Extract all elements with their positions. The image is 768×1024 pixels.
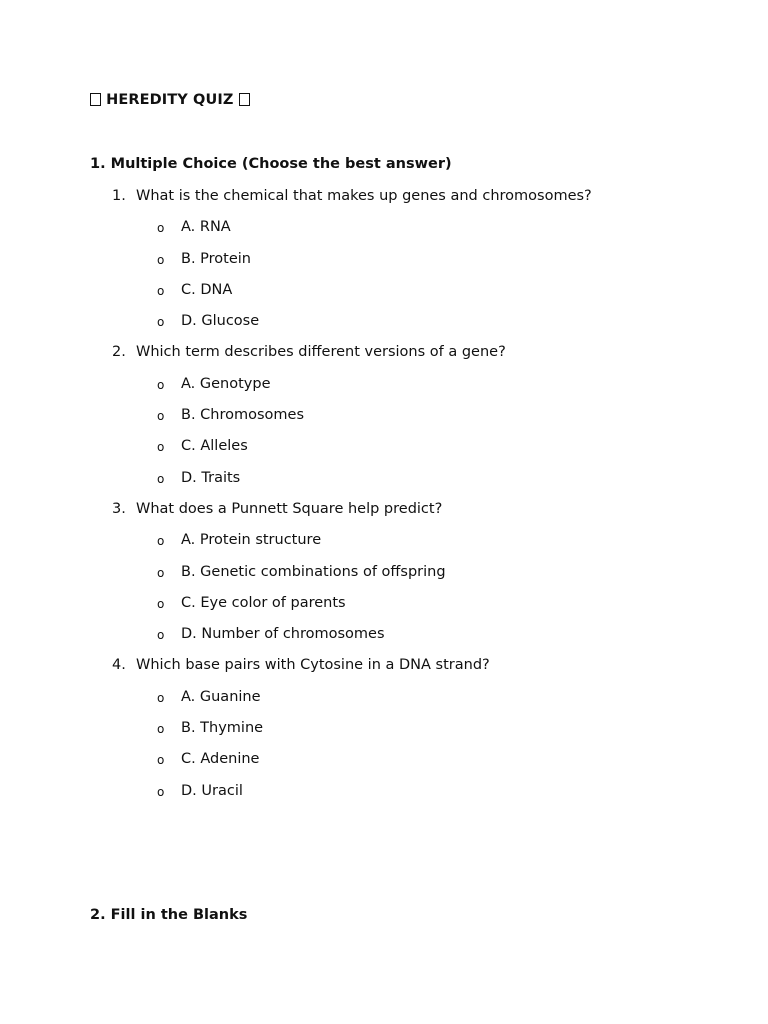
answer-option bbox=[0, 374, 768, 405]
bullet-icon: o bbox=[157, 409, 165, 424]
answer-option bbox=[0, 217, 768, 248]
answer-option-text: A. Guanine bbox=[181, 688, 261, 705]
section-heading-multiple-choice: 1. Multiple Choice (Choose the best answer) bbox=[90, 156, 452, 172]
missing-glyph-icon bbox=[90, 93, 101, 106]
answer-option bbox=[0, 280, 768, 311]
bullet-icon: o bbox=[157, 315, 165, 330]
question-number: 1. bbox=[112, 188, 126, 204]
answer-option bbox=[0, 311, 768, 342]
answer-option-text: B. Protein bbox=[181, 250, 251, 267]
bullet-icon: o bbox=[157, 596, 165, 611]
bullet-icon: o bbox=[157, 628, 165, 643]
answer-option-text: C. DNA bbox=[181, 281, 233, 298]
bullet-icon: o bbox=[157, 722, 165, 737]
question-number: 3. bbox=[112, 500, 126, 517]
bullet-icon: o bbox=[157, 784, 165, 799]
answer-option bbox=[0, 749, 768, 780]
quiz-title bbox=[90, 92, 250, 108]
bullet-icon: o bbox=[157, 221, 165, 236]
question-text: What is the chemical that makes up genes and chromosomes? bbox=[136, 188, 592, 204]
answer-option bbox=[0, 249, 768, 280]
bullet-icon: o bbox=[157, 534, 165, 549]
bullet-icon: o bbox=[157, 440, 165, 455]
answer-option bbox=[0, 593, 768, 624]
bullet-icon: o bbox=[157, 690, 165, 705]
answer-option-text: B. Genetic combinations of offspring bbox=[181, 563, 446, 580]
answer-option-text: D. Uracil bbox=[181, 782, 243, 799]
bullet-icon: o bbox=[157, 252, 165, 267]
question-text: Which base pairs with Cytosine in a DNA strand? bbox=[136, 657, 490, 674]
answer-option-text: A. RNA bbox=[181, 219, 231, 236]
answer-option bbox=[0, 562, 768, 593]
question-item bbox=[0, 655, 768, 686]
answer-option-text: B. Chromosomes bbox=[181, 407, 305, 424]
question-text: What does a Punnett Square help predict? bbox=[136, 500, 443, 517]
answer-option bbox=[0, 436, 768, 467]
quiz-title-text: HEREDITY QUIZ bbox=[106, 92, 234, 108]
answer-option bbox=[0, 530, 768, 561]
bullet-icon: o bbox=[157, 377, 165, 392]
answer-option bbox=[0, 718, 768, 749]
question-number: 2. bbox=[112, 344, 126, 361]
answer-option-text: A. Genotype bbox=[181, 375, 271, 392]
answer-option bbox=[0, 781, 768, 812]
answer-option-text: D. Number of chromosomes bbox=[181, 626, 385, 643]
bullet-icon: o bbox=[157, 565, 165, 580]
answer-option-text: D. Traits bbox=[181, 469, 241, 486]
question-item bbox=[0, 499, 768, 530]
question-number: 4. bbox=[112, 657, 126, 674]
section-heading-fill-in-the-blanks: 2. Fill in the Blanks bbox=[90, 907, 248, 923]
answer-option-text: B. Thymine bbox=[181, 720, 264, 737]
answer-option-text: A. Protein structure bbox=[181, 532, 322, 549]
missing-glyph-icon bbox=[239, 93, 250, 106]
bullet-icon: o bbox=[157, 283, 165, 298]
question-item bbox=[0, 342, 768, 373]
answer-option bbox=[0, 624, 768, 655]
answer-option bbox=[0, 405, 768, 436]
answer-option-text: C. Alleles bbox=[181, 438, 248, 455]
answer-option-text: C. Adenine bbox=[181, 751, 260, 768]
answer-option bbox=[0, 687, 768, 718]
question-text: Which term describes different versions of a gene? bbox=[136, 344, 506, 361]
answer-option-text: D. Glucose bbox=[181, 313, 260, 330]
bullet-icon: o bbox=[157, 753, 165, 768]
answer-option-text: C. Eye color of parents bbox=[181, 594, 346, 611]
bullet-icon: o bbox=[157, 471, 165, 486]
question-item bbox=[0, 186, 768, 217]
question-list bbox=[0, 186, 768, 812]
answer-option bbox=[0, 468, 768, 499]
